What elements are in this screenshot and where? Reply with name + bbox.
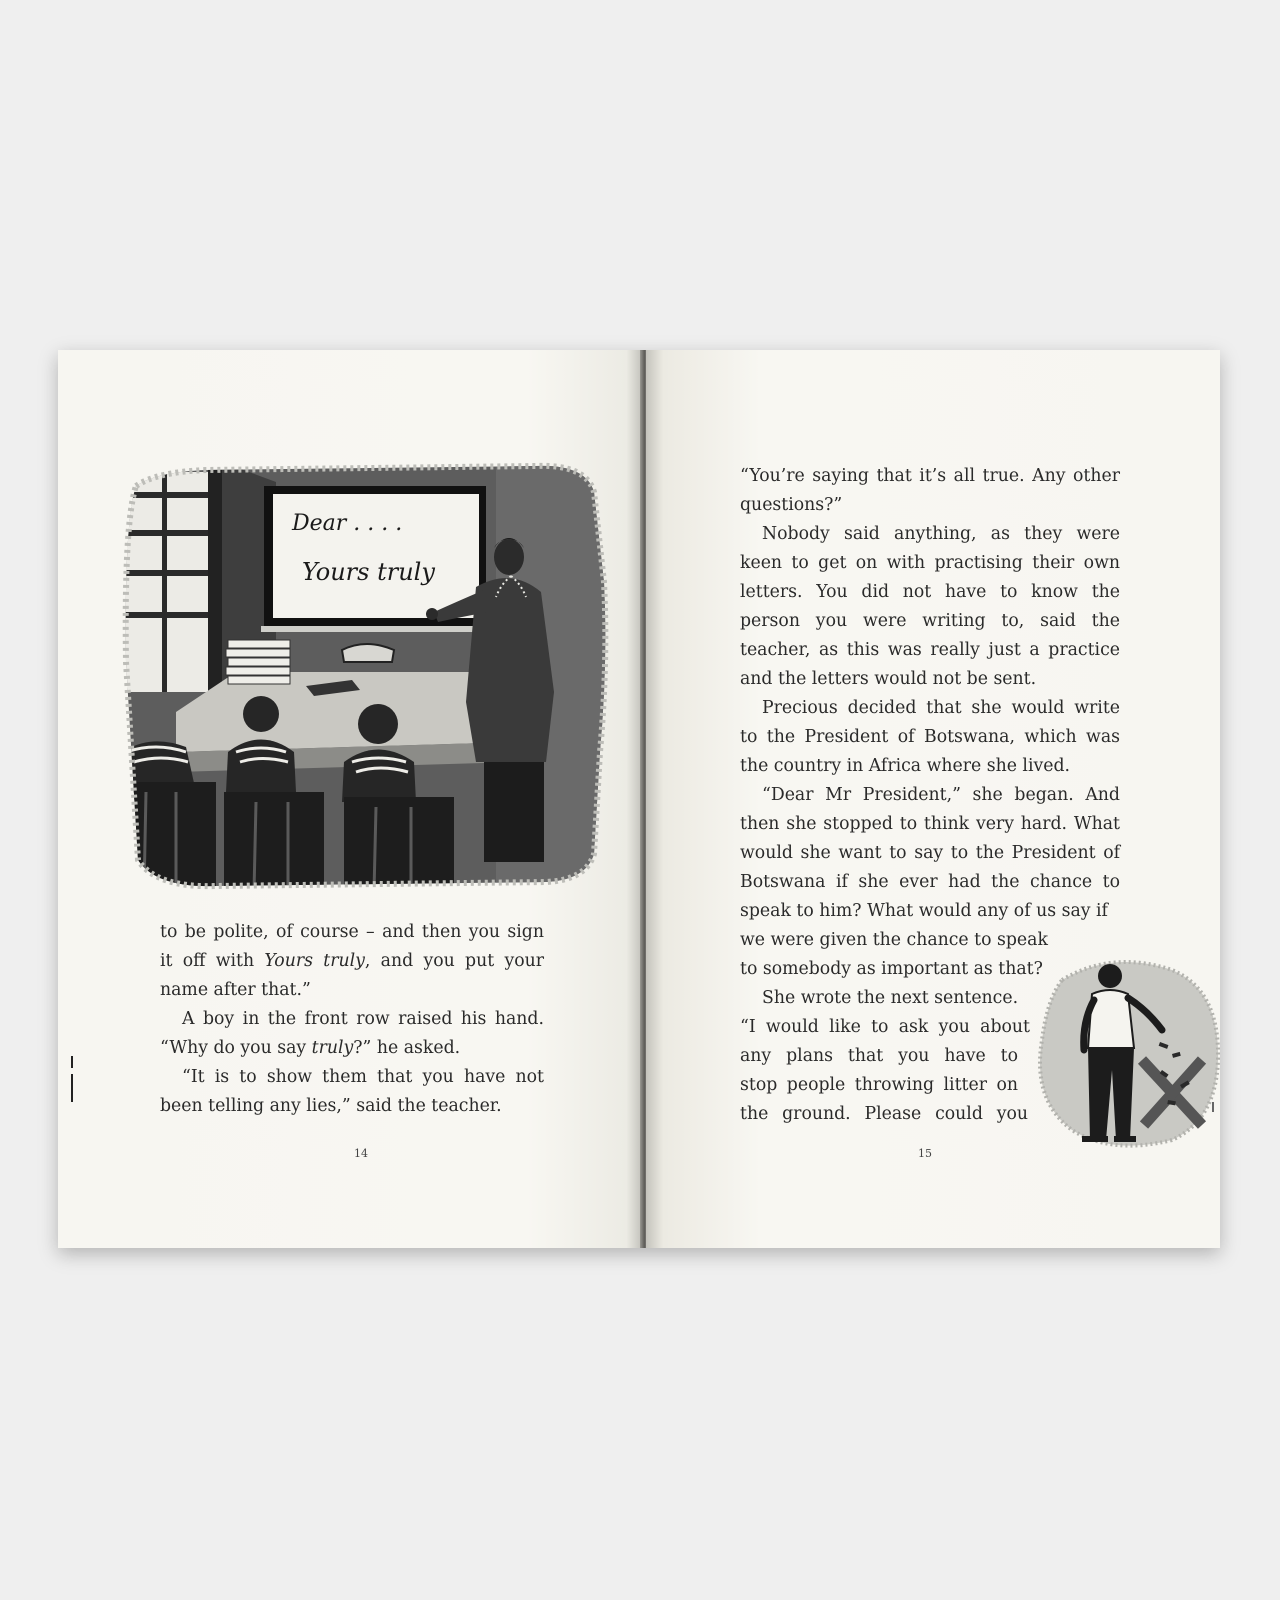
left-p1-italic: Yours truly [264, 951, 365, 971]
left-body-text [160, 918, 544, 1121]
edge-mark [71, 1056, 73, 1068]
left-paragraph-3: “It is to show them that you have not been telling any lies,” said the teacher. [160, 1067, 544, 1116]
left-p2-italic: truly [311, 1038, 354, 1058]
left-paragraph-1 [160, 918, 544, 1005]
right-page [646, 350, 1220, 1248]
left-p2-text-a: A boy in the front row raised his hand. “Why do you say [160, 1009, 544, 1058]
right-paragraph-3: Precious decided that she would write to the President of Botswana, which was the country in Africa where she lived. [740, 698, 1120, 776]
left-p1-text-b: , and you put your name after that.” [160, 951, 545, 1000]
left-p1-text-a: to be polite, of course – and then you sign it off with [160, 922, 544, 971]
left-p2-text-b: ?” he asked. [353, 1038, 461, 1058]
right-paragraph-2: Nobody said anything, as they were keen to get on with practising their own letters. You did not have to know the person you were writing to, said the teacher, as this was really just a practice and the letters would not be sent. [740, 524, 1120, 689]
open-book [58, 350, 1220, 1248]
right-p5-line: “I would like to ask you about [740, 1017, 1030, 1037]
right-p4-line: “Dear Mr President,” she began. And then she stopped to think very hard. What would she want to say to the President of Botswana if she ever had the chance to speak to him? What would any of us say if [740, 785, 1120, 921]
right-paragraph-1: “You’re saying that it’s all true. Any other questions?” [740, 466, 1120, 515]
right-p4-narrow-line: we were given the chance to speak [740, 930, 1048, 950]
left-page [58, 350, 644, 1248]
classroom-illustration [116, 462, 644, 892]
right-p4-narrow-line: to somebody as important as that? [740, 959, 1043, 979]
right-p5-line: She wrote the next sentence. [762, 988, 1019, 1008]
board-text-dear: Dear . . . . [292, 511, 403, 536]
left-paragraph-2 [160, 1005, 544, 1063]
litter-man-illustration [1022, 950, 1220, 1150]
edge-mark [1212, 1102, 1214, 1112]
right-p5-line: any plans that you have to [740, 1046, 1018, 1066]
right-p5-line: the ground. Please could you [740, 1104, 1028, 1124]
board-text-yours-truly: Yours truly [302, 558, 435, 586]
page-number-left: 14 [354, 1147, 368, 1160]
page-number-right: 15 [918, 1147, 932, 1160]
right-p5-line: stop people throwing litter on [740, 1075, 1018, 1095]
right-paragraph-4 [740, 781, 1120, 926]
edge-mark [71, 1074, 73, 1102]
